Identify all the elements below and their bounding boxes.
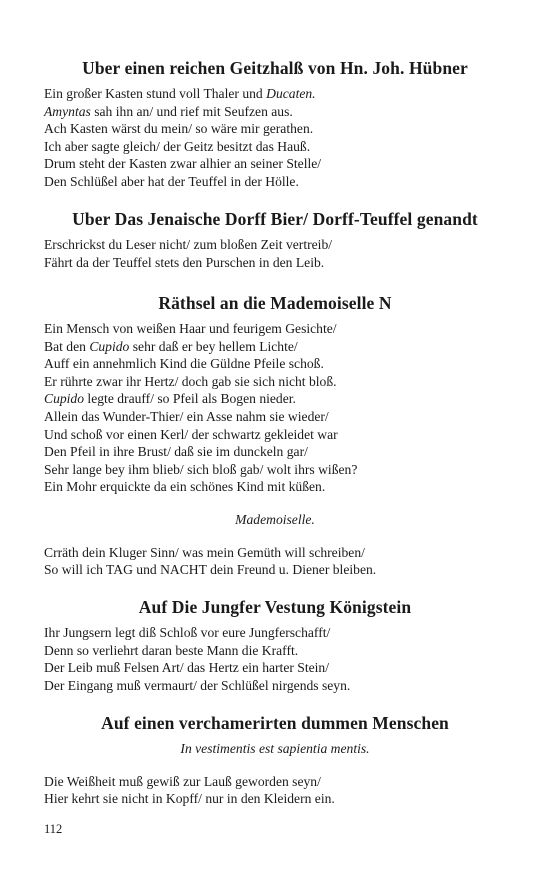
poem-line	[44, 373, 506, 391]
line-text: Ihr Jungsern legt diß Schloß vor eure Jungferschafft/	[44, 625, 331, 640]
line-text: Und schoß vor einen Kerl/ der schwartz gekleidet war	[44, 426, 338, 442]
poem-4	[44, 597, 506, 694]
line-text: Denn so verliehrt daran beste Mann die Krafft.	[44, 642, 299, 658]
poem-line	[44, 443, 506, 461]
poem-motto: In vestimentis est sapientia mentis.	[180, 741, 370, 756]
poem-line	[44, 461, 506, 479]
poem-lines	[44, 624, 506, 694]
poem-1	[44, 58, 506, 191]
poem-line	[44, 320, 506, 338]
poem-line	[44, 355, 506, 373]
line-text: sehr daß er bey hellem Lichte/	[129, 338, 298, 354]
line-text: Hier kehrt sie nicht in Kopff/ nur in den Kleidern ein.	[44, 791, 335, 807]
poem-line	[44, 624, 506, 642]
poem-line	[44, 659, 506, 677]
line-text: Sehr lange bey ihm blieb/ sich bloß gab/ wolt ihrs wißen?	[44, 461, 358, 477]
page-number: 112	[44, 822, 63, 836]
line-text: Drum steht der Kasten zwar alhier an seiner Stelle/	[44, 156, 322, 172]
poem-line	[44, 790, 506, 808]
poem-lines	[44, 544, 506, 579]
poem-line	[44, 544, 506, 562]
italic-text: Amyntas	[44, 103, 91, 119]
poem-lines	[44, 236, 506, 271]
poem-title: Uber einen reichen Geitzhalß von Hn. Joh. Hübner	[82, 58, 468, 78]
poem-5	[44, 713, 506, 808]
poem-line	[44, 338, 506, 356]
line-text: Crräth dein Kluger Sinn/ was mein Gemüth will schreiben/	[44, 544, 365, 560]
poem-line	[44, 561, 506, 579]
line-text: Allein das Wunder-Thier/ ein Asse nahm sie wieder/	[44, 408, 329, 424]
poem-line	[44, 138, 506, 156]
line-text: Auff ein annehmlich Kind die Güldne Pfeile schoß.	[44, 356, 324, 372]
line-text: Ich aber sagte gleich/ der Geitz besitzt das Hauß.	[44, 138, 311, 154]
line-text: So will ich TAG und NACHT dein Freund u. Diener bleiben.	[44, 562, 377, 578]
poem-line	[44, 478, 506, 496]
line-text: Der Leib muß Felsen Art/ das Hertz ein harter Stein/	[44, 660, 330, 676]
poem-line	[44, 120, 506, 138]
poem-line	[44, 236, 506, 254]
line-text: Er rührte zwar ihr Hertz/ doch gab sie sich nicht bloß.	[44, 373, 337, 389]
line-text: Ein Mensch von weißen Haar und feurigem Gesichte/	[44, 321, 337, 336]
line-text: Erschrickst du Leser nicht/ zum bloßen Zeit vertreib/	[44, 237, 333, 252]
line-text: Ach Kasten wärst du mein/ so wäre mir gerathen.	[44, 121, 314, 137]
poem-title: Räthsel an die Mademoiselle N	[158, 293, 392, 313]
poem-line	[44, 85, 506, 103]
poem-subheading: Mademoiselle.	[235, 511, 315, 527]
poem-line	[44, 642, 506, 660]
poem-line	[44, 155, 506, 173]
line-text: Bat den	[44, 338, 90, 354]
line-text: Die Weißheit muß gewiß zur Lauß geworden seyn/	[44, 773, 321, 789]
poem-lines	[44, 320, 506, 496]
poem-line	[44, 390, 506, 408]
line-text: Den Pfeil in ihre Brust/ daß sie im dunckeln gar/	[44, 444, 308, 460]
poem-line	[44, 173, 506, 191]
poem-lines	[44, 773, 506, 808]
line-text: Der Eingang muß vermaurt/ der Schlüßel nirgends seyn.	[44, 677, 351, 693]
poem-lines	[44, 85, 506, 191]
line-text: Ein großer Kasten stund voll Thaler und	[44, 86, 267, 101]
poem-3	[44, 293, 506, 579]
line-text: Fährt da der Teuffel stets den Purschen in den Leib.	[44, 254, 325, 270]
poem-title: Uber Das Jenaische Dorff Bier/ Dorff-Teuffel genandt	[72, 209, 478, 229]
line-text: Den Schlüßel aber hat der Teuffel in der Hölle.	[44, 173, 299, 189]
italic-text: Ducaten.	[266, 86, 316, 101]
italic-text: Cupido	[89, 338, 130, 354]
line-text: legte drauff/ so Pfeil als Bogen nieder.	[84, 391, 296, 407]
poem-title: Auf Die Jungfer Vestung Königstein	[138, 597, 412, 617]
poem-line	[44, 254, 506, 272]
italic-text: Cupido	[44, 391, 85, 407]
line-text: sah ihn an/ und rief mit Seufzen aus.	[90, 103, 293, 119]
poem-line	[44, 408, 506, 426]
poem-line	[44, 103, 506, 121]
poem-2	[44, 209, 506, 271]
line-text: Ein Mohr erquickte da ein schönes Kind mit küßen.	[44, 479, 326, 495]
poem-title: Auf einen verchamerirten dummen Menschen	[101, 713, 449, 733]
poem-line	[44, 426, 506, 444]
poem-line	[44, 677, 506, 695]
poem-line	[44, 773, 506, 791]
